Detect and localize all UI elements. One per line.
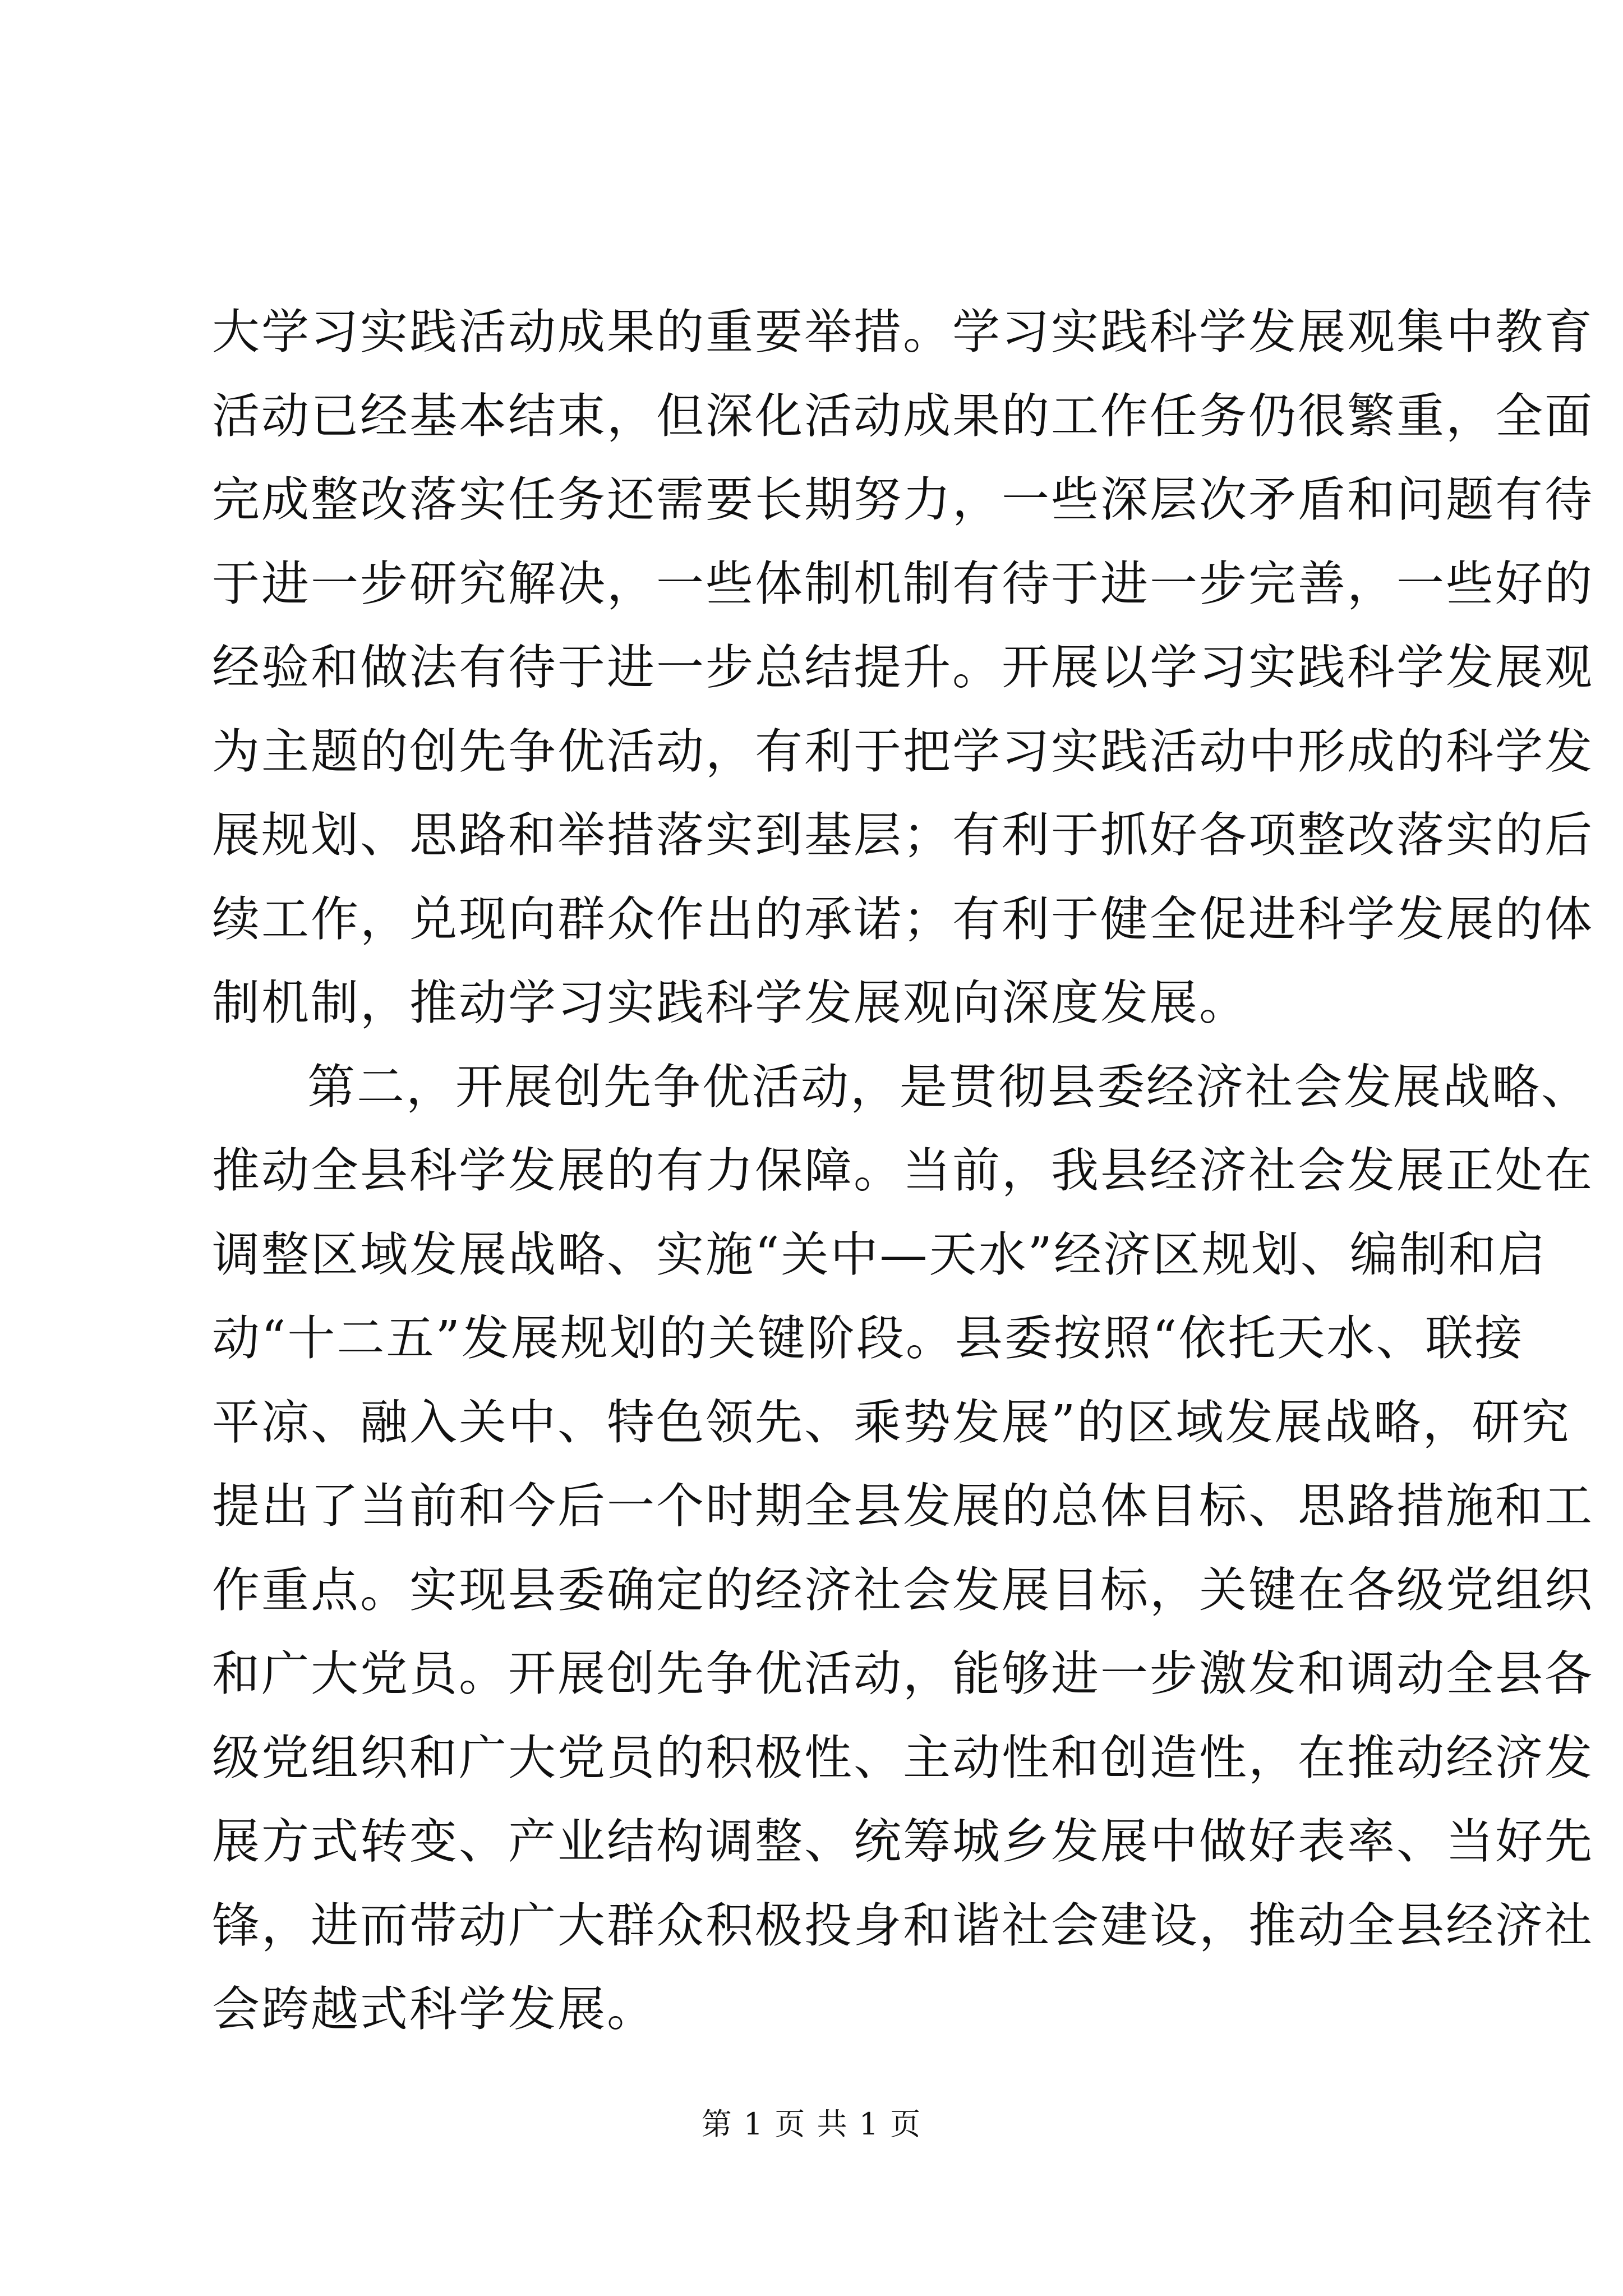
text-line: 活动已经基本结束，但深化活动成果的工作任务仍很繁重，全面 [212,388,1594,444]
text-line: 完成整改落实任务还需要长期努力，一些深层次矛盾和问题有待 [212,472,1594,528]
text-line: 推动全县科学发展的有力保障。当前，我县经济社会发展正处在 [212,1143,1594,1199]
text-line: 级党组织和广大党员的积极性、主动性和创造性，在推动经济发 [212,1730,1594,1786]
text-line: 于进一步研究解决，一些体制机制有待于进一步完善，一些好的 [212,556,1594,612]
text-line: 作重点。实现县委确定的经济社会发展目标，关键在各级党组织 [212,1562,1594,1618]
text-line: 动“十二五”发展规划的关键阶段。县委按照“依托天水、联接 [212,1311,1524,1366]
text-line: 会跨越式科学发展。 [212,1982,657,2037]
body-text [212,291,1594,2052]
text-line: 调整区域发展战略、实施“关中—天水”经济区规划、编制和启 [212,1227,1547,1283]
text-line: 续工作，兑现向群众作出的承诺；有利于健全促进科学发展的体 [212,891,1594,947]
text-line: 锋，进而带动广大群众积极投身和谐社会建设，推动全县经济社 [212,1898,1594,1954]
text-line: 平凉、融入关中、特色领先、乘势发展”的区域发展战略，研究 [212,1395,1571,1451]
text-line: 制机制，推动学习实践科学发展观向深度发展。 [212,976,1249,1031]
text-line: 提出了当前和今后一个时期全县发展的总体目标、思路措施和工 [212,1479,1594,1534]
paragraph-start-line: 第二，开展创先争优活动，是贯彻县委经济社会发展战略、 [307,1059,1591,1115]
text-line: 展规划、思路和举措落实到基层；有利于抓好各项整改落实的后 [212,808,1594,863]
text-line: 展方式转变、产业结构调整、统筹城乡发展中做好表率、当好先 [212,1814,1594,1870]
text-line: 和广大党员。开展创先争优活动，能够进一步激发和调动全县各 [212,1646,1594,1702]
text-line: 大学习实践活动成果的重要举措。学习实践科学发展观集中教育 [212,305,1594,360]
text-line: 经验和做法有待于进一步总结提升。开展以学习实践科学发展观 [212,640,1594,696]
page-footer: 第 1 页 共 1 页 [701,2106,922,2142]
text-line: 为主题的创先争优活动，有利于把学习实践活动中形成的科学发 [212,724,1594,780]
